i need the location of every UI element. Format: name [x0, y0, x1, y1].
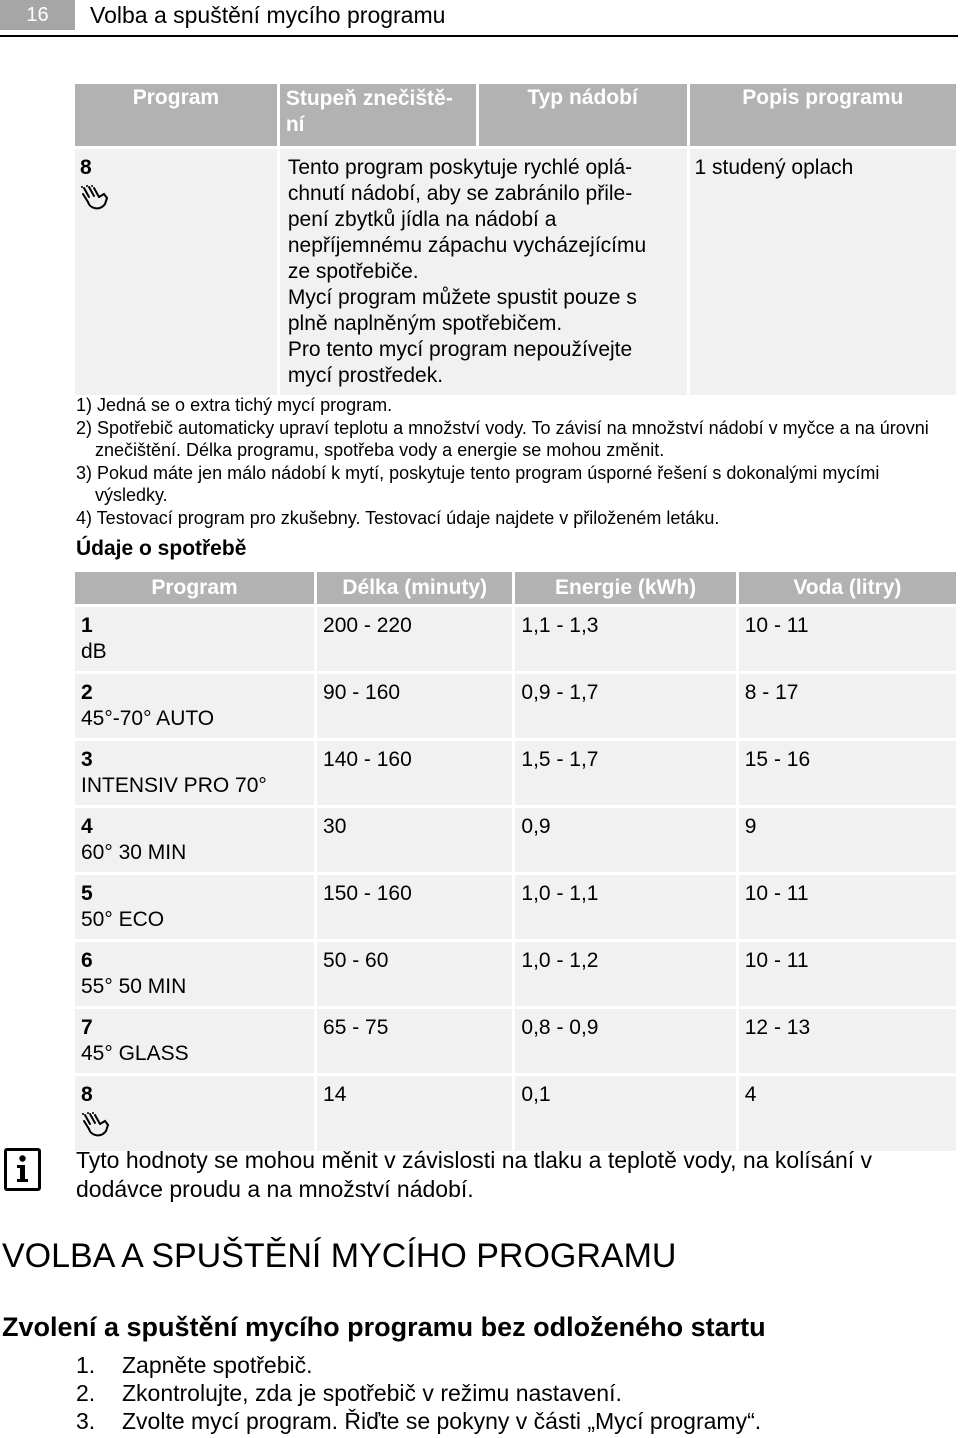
program-cell [75, 875, 314, 939]
program-number: 6 [81, 949, 93, 972]
section-title: VOLBA A SPUŠTĚNÍ MYCÍHO PROGRAMU [2, 1237, 677, 1275]
duration-cell: 65 - 75 [317, 1009, 512, 1073]
description-cell: 1 studený oplach [690, 149, 956, 395]
col-header-program: Program [75, 572, 314, 604]
footnote: 2) Spotřebič automaticky upraví teplotu a množství vody. To závisí na množství nádobí v myčce a na úrovni znečištění. Délka programu, spotřeba vody a energie se mohou změnit. [76, 417, 929, 460]
program-cell [75, 741, 314, 805]
energy-cell: 1,5 - 1,7 [515, 741, 735, 805]
col-header-load-type: Typ nádobí [479, 84, 687, 146]
water-cell: 10 - 11 [739, 942, 956, 1006]
program-number: 8 [80, 156, 92, 179]
table-row [75, 607, 956, 671]
duration-cell: 14 [317, 1076, 512, 1151]
table-row [75, 1076, 956, 1151]
steps-list [76, 1351, 761, 1435]
step-text: Zkontrolujte, zda je spotřebič v režimu nastavení. [122, 1380, 622, 1406]
table-row [75, 674, 956, 738]
table-row [75, 942, 956, 1006]
duration-cell: 200 - 220 [317, 607, 512, 671]
water-cell: 15 - 16 [739, 741, 956, 805]
col-header-water: Voda (litry) [739, 572, 956, 604]
program-name: dB [81, 640, 107, 663]
load-type-line: Pro tento mycí program nepoužívejte [287, 338, 633, 361]
program-cell [75, 674, 314, 738]
water-cell: 10 - 11 [739, 607, 956, 671]
energy-cell: 1,0 - 1,1 [515, 875, 735, 939]
duration-cell: 50 - 60 [317, 942, 512, 1006]
page-number: 16 [0, 0, 75, 30]
load-type-line: mycí prostředek. [287, 364, 444, 387]
program-number: 2 [81, 681, 93, 704]
list-item [76, 1407, 761, 1435]
prewash-hand-icon [81, 1112, 111, 1145]
header-divider [0, 35, 958, 37]
program-cell [75, 942, 314, 1006]
program-number: 4 [81, 815, 93, 838]
consumption-table [72, 569, 959, 1154]
footnote: 1) Jedná se o extra tichý mycí program. [76, 395, 393, 415]
step-number: 3. [76, 1408, 96, 1434]
consumption-table-header [75, 572, 956, 604]
load-type-cell [280, 149, 687, 395]
water-cell: 12 - 13 [739, 1009, 956, 1073]
program-number: 3 [81, 748, 93, 771]
page-header-title: Volba a spuštění mycího programu [90, 2, 446, 28]
table-row [75, 1009, 956, 1073]
program-name: INTENSIV PRO 70° [81, 774, 267, 797]
program-number: 1 [81, 614, 93, 637]
program-cell [75, 1076, 314, 1151]
footnotes [76, 394, 952, 529]
list-item [76, 1351, 761, 1379]
table-row [75, 149, 956, 395]
program-number: 7 [81, 1016, 93, 1039]
step-text: Zapněte spotřebič. [122, 1352, 313, 1378]
consumption-title: Údaje o spotřebě [76, 537, 247, 560]
col-header-soil-level: Stupeň znečiště-ní [280, 84, 476, 146]
info-note: Tyto hodnoty se mohou měnit v závislosti na tlaku a teplotě vody, na kolísání v dodávce proudu a na množství nádobí. [76, 1147, 873, 1202]
list-item [76, 1379, 761, 1407]
load-type-line: Tento program poskytuje rychlé oplá- [287, 156, 633, 179]
energy-cell: 0,9 - 1,7 [515, 674, 735, 738]
energy-cell: 0,9 [515, 808, 735, 872]
load-type-line: pení zbytků jídla na nádobí a [287, 208, 557, 231]
program-cell [75, 607, 314, 671]
footnote: 3) Pokud máte jen málo nádobí k mytí, poskytuje tento program úsporné řešení s dokonalými mycími výsledky. [76, 462, 880, 505]
duration-cell: 90 - 160 [317, 674, 512, 738]
water-cell: 10 - 11 [739, 875, 956, 939]
table-row [75, 875, 956, 939]
table-row [75, 808, 956, 872]
col-header-energy: Energie (kWh) [515, 572, 735, 604]
program-name: 45°-70° AUTO [81, 707, 215, 730]
subsection-title: Zvolení a spuštění mycího programu bez odloženého startu [2, 1312, 766, 1342]
col-header-duration: Délka (minuty) [317, 572, 512, 604]
water-cell: 8 - 17 [739, 674, 956, 738]
energy-cell: 1,0 - 1,2 [515, 942, 735, 1006]
step-number: 2. [76, 1380, 96, 1406]
step-text: Zvolte mycí program. Řiďte se pokyny v části „Mycí programy“. [122, 1408, 762, 1434]
footnote: 4) Testovací program pro zkušebny. Testovací údaje najdete v přiloženém letáku. [76, 507, 720, 528]
program-cell [75, 808, 314, 872]
program-name: 60° 30 MIN [81, 841, 187, 864]
duration-cell: 150 - 160 [317, 875, 512, 939]
load-type-line: nepříjemnému zápachu vycházejícímu [287, 234, 647, 257]
duration-cell: 30 [317, 808, 512, 872]
program-cell [75, 1009, 314, 1073]
load-type-line: chnutí nádobí, aby se zabránilo přile- [287, 182, 633, 205]
program-number: 5 [81, 882, 93, 905]
step-number: 1. [76, 1352, 96, 1378]
col-header-description: Popis programu [690, 84, 956, 146]
load-type-line: plně naplněným spotřebičem. [287, 312, 563, 335]
energy-cell: 1,1 - 1,3 [515, 607, 735, 671]
water-cell: 4 [739, 1076, 956, 1151]
duration-cell: 140 - 160 [317, 741, 512, 805]
program-name: 45° GLASS [81, 1042, 189, 1065]
load-type-line: ze spotřebiče. [287, 260, 419, 283]
energy-cell: 0,1 [515, 1076, 735, 1151]
program-number: 8 [81, 1083, 93, 1106]
program-table [72, 81, 959, 398]
page-header [0, 0, 960, 34]
col-header-program: Program [75, 84, 277, 146]
energy-cell: 0,8 - 0,9 [515, 1009, 735, 1073]
prewash-hand-icon [80, 185, 110, 218]
info-icon [4, 1148, 41, 1191]
program-name: 55° 50 MIN [81, 975, 187, 998]
program-name: 50° ECO [81, 908, 165, 931]
consumption-rows [75, 607, 956, 1151]
program-cell [75, 149, 277, 395]
program-table-header [75, 84, 956, 146]
table-row [75, 741, 956, 805]
load-type-line: Mycí program můžete spustit pouze s [287, 286, 637, 309]
water-cell: 9 [739, 808, 956, 872]
